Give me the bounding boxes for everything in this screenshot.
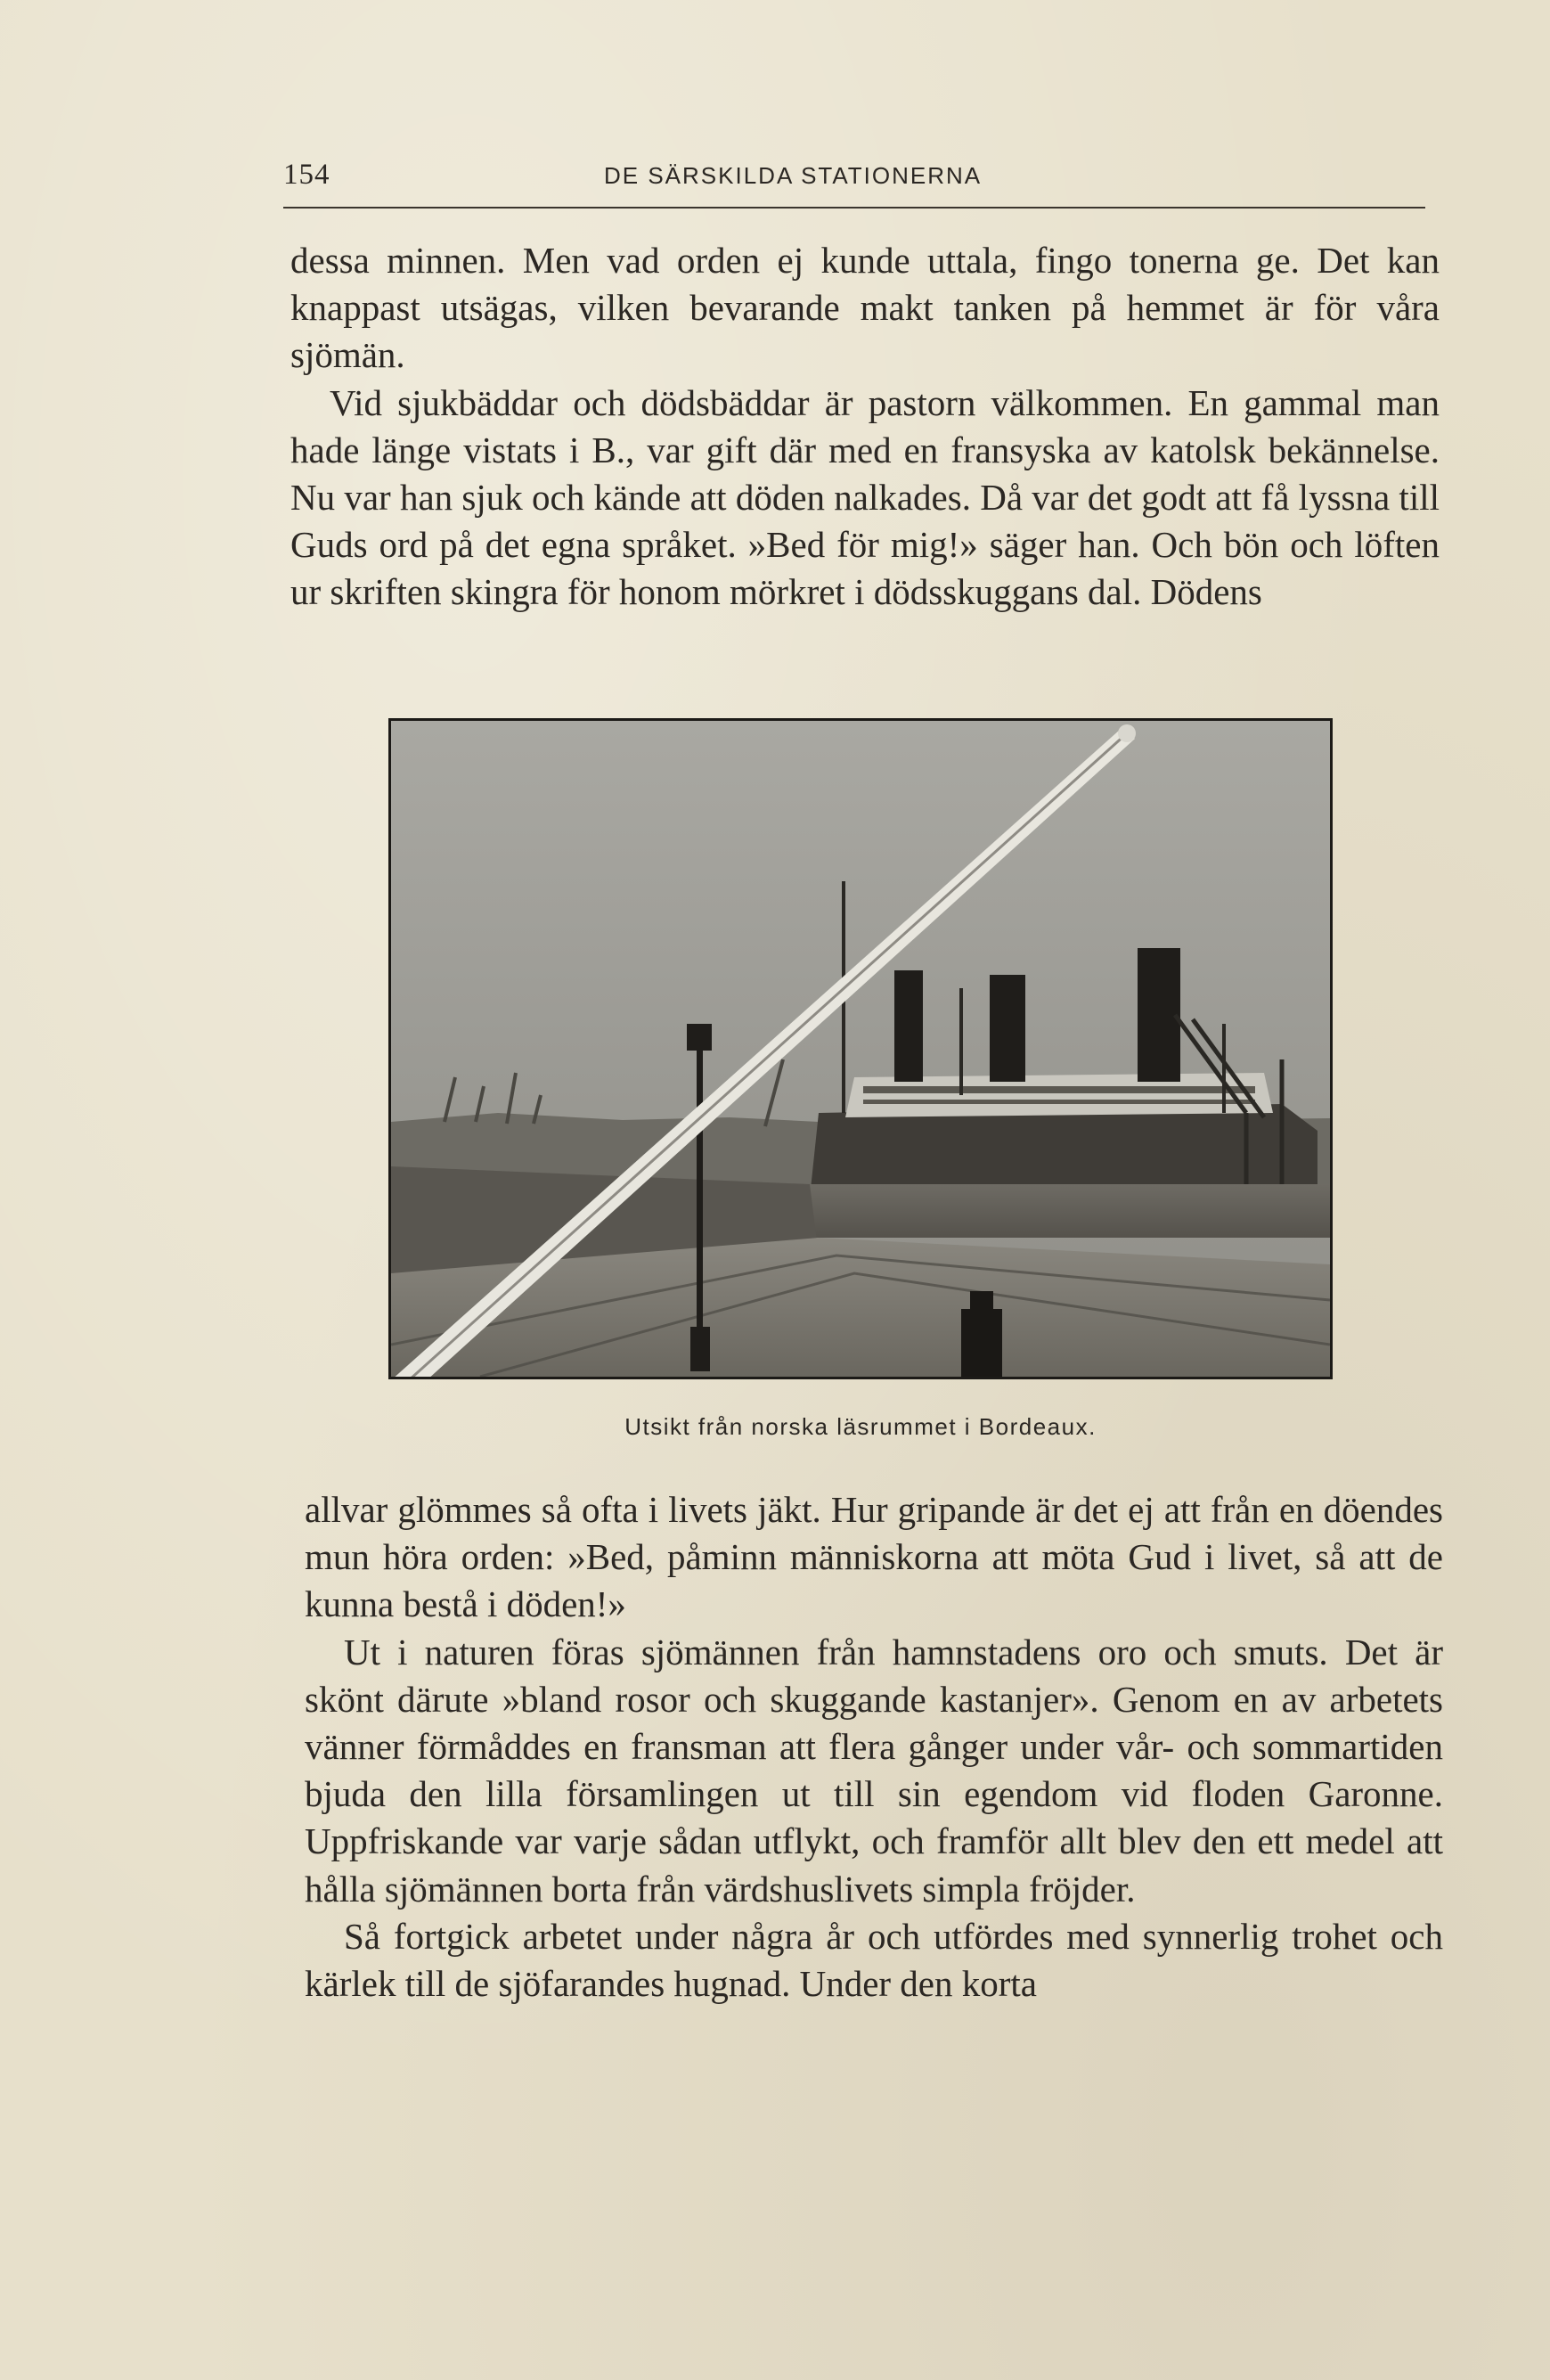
paragraph: allvar glömmes så ofta i livets jäkt. Hur gripande är det ej att från en döendes mun höra orden: »Bed, påminn människorna att möta Gud i livet, så att de kunna bestå i döden!»: [305, 1489, 1443, 1625]
paragraph: Vid sjukbäddar och dödsbäddar är pastorn välkommen. En gammal man hade länge vistats i B., var gift där med en fransyska av katolsk bekännelse. Nu var han sjuk och kände att döden nalkades. Då var det godt att få lyssna till Guds ord på det egna språket. »Bed för mig!» säger han. Och bön och löften ur skriften skingra för honom mörkret i dödsskuggans dal. Dödens: [290, 381, 1440, 613]
header-rule: [283, 207, 1425, 209]
body-text-top: [290, 237, 1440, 617]
figure-caption: Utsikt från norska läsrummet i Bordeaux.: [624, 1413, 1097, 1440]
paragraph: Så fortgick arbetet under några år och utfördes med synnerlig trohet och kärlek till de sjöfarandes hugnad. Under den korta: [305, 1915, 1443, 2005]
page-header: [283, 159, 1432, 203]
running-title: DE SÄRSKILDA STATIONERNA: [604, 162, 983, 189]
body-text-bottom: [305, 1486, 1443, 2008]
paragraph: Ut i naturen föras sjömännen från hamnstadens oro och smuts. Det är skönt därute »bland rosor och skuggande kastanjer». Genom en av arbetets vänner förmåddes en fransman att flera gånger under vår- och sommartiden bjuda den lilla församlingen ut till sin egendom vid floden Garonne. Uppfriskande var varje sådan utflykt, och framför allt blev den ett medel att hålla sjömännen borta från värdshuslivets simpla fröjder.: [305, 1631, 1443, 1910]
photo-illustration: [391, 721, 1330, 1377]
harbor-photo-image: [388, 718, 1333, 1379]
paragraph: dessa minnen. Men vad orden ej kunde uttala, fingo tonerna ge. Det kan knappast utsägas, vilken bevarande makt tanken på hemmet är för våra sjömän.: [290, 240, 1440, 376]
page-number: 154: [283, 159, 330, 191]
